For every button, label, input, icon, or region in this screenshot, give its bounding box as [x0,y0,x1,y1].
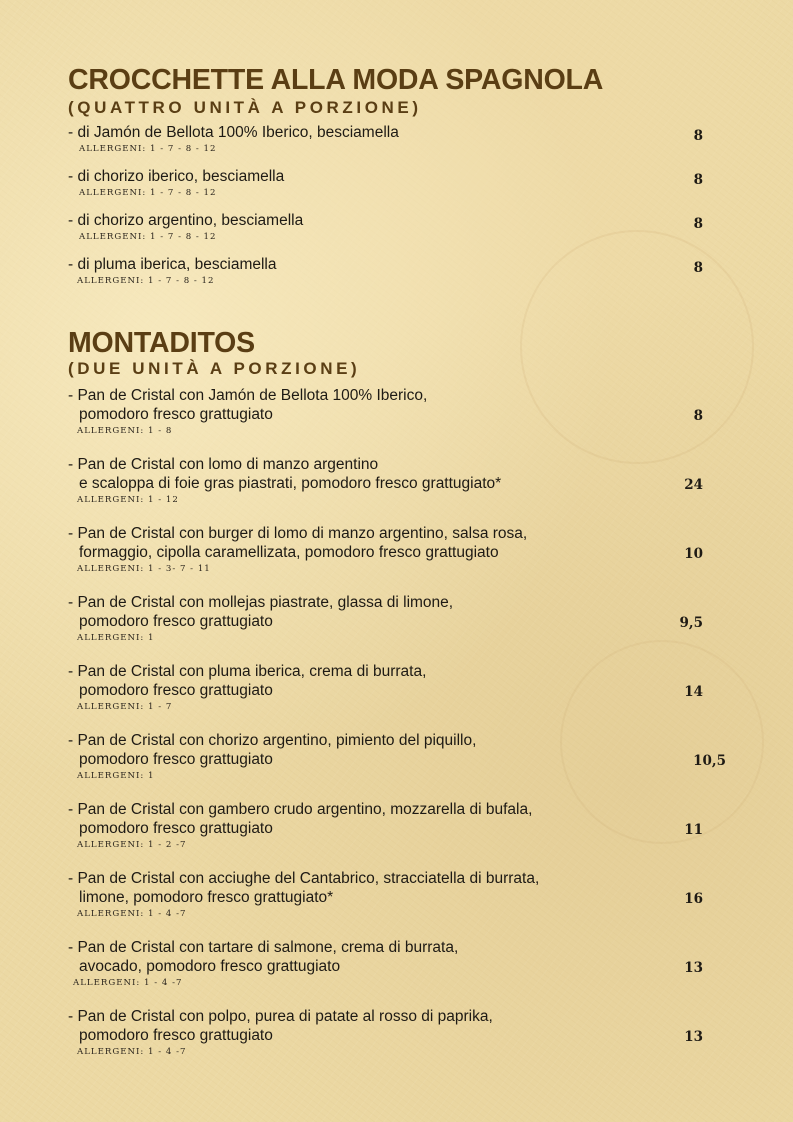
item-description: - di Jamón de Bellota 100% Iberico, besciamella [68,124,399,141]
item-description-line-2: e scaloppa di foie gras piastrati, pomodoro fresco grattugiato* [79,475,502,492]
item-description-line-1: - Pan de Cristal con mollejas piastrate, glassa di limone, [68,594,454,611]
item-allergens: ALLERGENI: 1 - 7 - 8 - 12 [79,232,217,242]
section-subtitle: (DUE UNITÀ A PORZIONE) [68,359,361,378]
item-price: 13 [684,960,703,976]
item-description-line-1: - Pan de Cristal con polpo, purea di patate al rosso di paprika, [68,1008,493,1025]
item-description-line-2: pomodoro fresco grattugiato [79,406,273,423]
item-description-line-1: - Pan de Cristal con lomo di manzo argentino [68,456,379,473]
item-allergens: ALLERGENI: 1 [77,633,155,643]
menu-item [68,662,728,731]
item-description-line-1: - Pan de Cristal con acciughe del Cantabrico, stracciatella di burrata, [68,870,540,887]
item-price: 24 [684,477,703,493]
menu-item [68,123,728,167]
item-price: 16 [684,891,703,907]
menu-item [68,938,728,1007]
item-allergens: ALLERGENI: 1 - 4 -7 [77,909,187,919]
menu-item [68,386,728,455]
menu-item [68,731,728,800]
item-description-line-2: pomodoro fresco grattugiato [79,820,273,837]
item-price: 8 [693,216,703,232]
menu-item [68,455,728,524]
item-price: 8 [693,408,703,424]
menu-item [68,593,728,662]
item-price: 8 [693,128,703,144]
section-title: CROCCHETTE ALLA MODA SPAGNOLA [68,64,604,96]
item-allergens: ALLERGENI: 1 - 7 - 8 - 12 [79,144,217,154]
item-allergens: ALLERGENI: 1 - 8 [77,426,173,436]
item-description-line-2: pomodoro fresco grattugiato [79,751,273,768]
menu-item [68,800,728,869]
item-price: 8 [693,260,703,276]
item-description-line-1: - Pan de Cristal con Jamón de Bellota 100% Iberico, [68,387,428,404]
menu-item [68,255,728,299]
item-price: 10 [684,546,703,562]
item-allergens: ALLERGENI: 1 - 2 -7 [77,840,187,850]
menu-page [68,64,728,1076]
item-allergens: ALLERGENI: 1 - 4 -7 [77,1047,187,1057]
item-allergens: ALLERGENI: 1 - 12 [77,495,179,505]
croquettes-section [68,64,728,299]
item-allergens: ALLERGENI: 1 - 3- 7 - 11 [77,564,211,574]
item-description-line-2: limone, pomodoro fresco grattugiato* [79,889,334,906]
item-price: 14 [684,684,703,700]
item-description-line-2: pomodoro fresco grattugiato [79,613,273,630]
item-allergens: ALLERGENI: 1 [77,771,155,781]
item-allergens: ALLERGENI: 1 - 4 -7 [73,978,183,988]
item-allergens: ALLERGENI: 1 - 7 - 8 - 12 [77,276,215,286]
montaditos-section [68,327,728,1076]
item-description-line-1: - Pan de Cristal con pluma iberica, crema di burrata, [68,663,427,680]
item-description-line-1: - Pan de Cristal con gambero crudo argentino, mozzarella di bufala, [68,801,533,818]
item-price: 10,5 [693,753,726,769]
item-description: - di chorizo iberico, besciamella [68,168,285,185]
item-price: 9,5 [679,615,703,631]
menu-item [68,524,728,593]
item-description-line-2: avocado, pomodoro fresco grattugiato [79,958,341,975]
item-description: - di pluma iberica, besciamella [68,256,277,273]
section-title: MONTADITOS [68,327,255,359]
menu-item [68,211,728,255]
menu-item [68,869,728,938]
item-description-line-2: pomodoro fresco grattugiato [79,1027,273,1044]
item-allergens: ALLERGENI: 1 - 7 [77,702,173,712]
item-description-line-1: - Pan de Cristal con chorizo argentino, pimiento del piquillo, [68,732,477,749]
item-price: 8 [693,172,703,188]
item-allergens: ALLERGENI: 1 - 7 - 8 - 12 [79,188,217,198]
item-description-line-2: formaggio, cipolla caramellizata, pomodoro fresco grattugiato [79,544,499,561]
item-price: 11 [684,822,703,838]
section-subtitle: (QUATTRO UNITÀ A PORZIONE) [68,98,422,117]
menu-item [68,1007,728,1076]
menu-item [68,167,728,211]
item-description-line-1: - Pan de Cristal con tartare di salmone, crema di burrata, [68,939,459,956]
item-description: - di chorizo argentino, besciamella [68,212,304,229]
item-description-line-1: - Pan de Cristal con burger di lomo di manzo argentino, salsa rosa, [68,525,528,542]
item-description-line-2: pomodoro fresco grattugiato [79,682,273,699]
item-price: 13 [684,1029,703,1045]
